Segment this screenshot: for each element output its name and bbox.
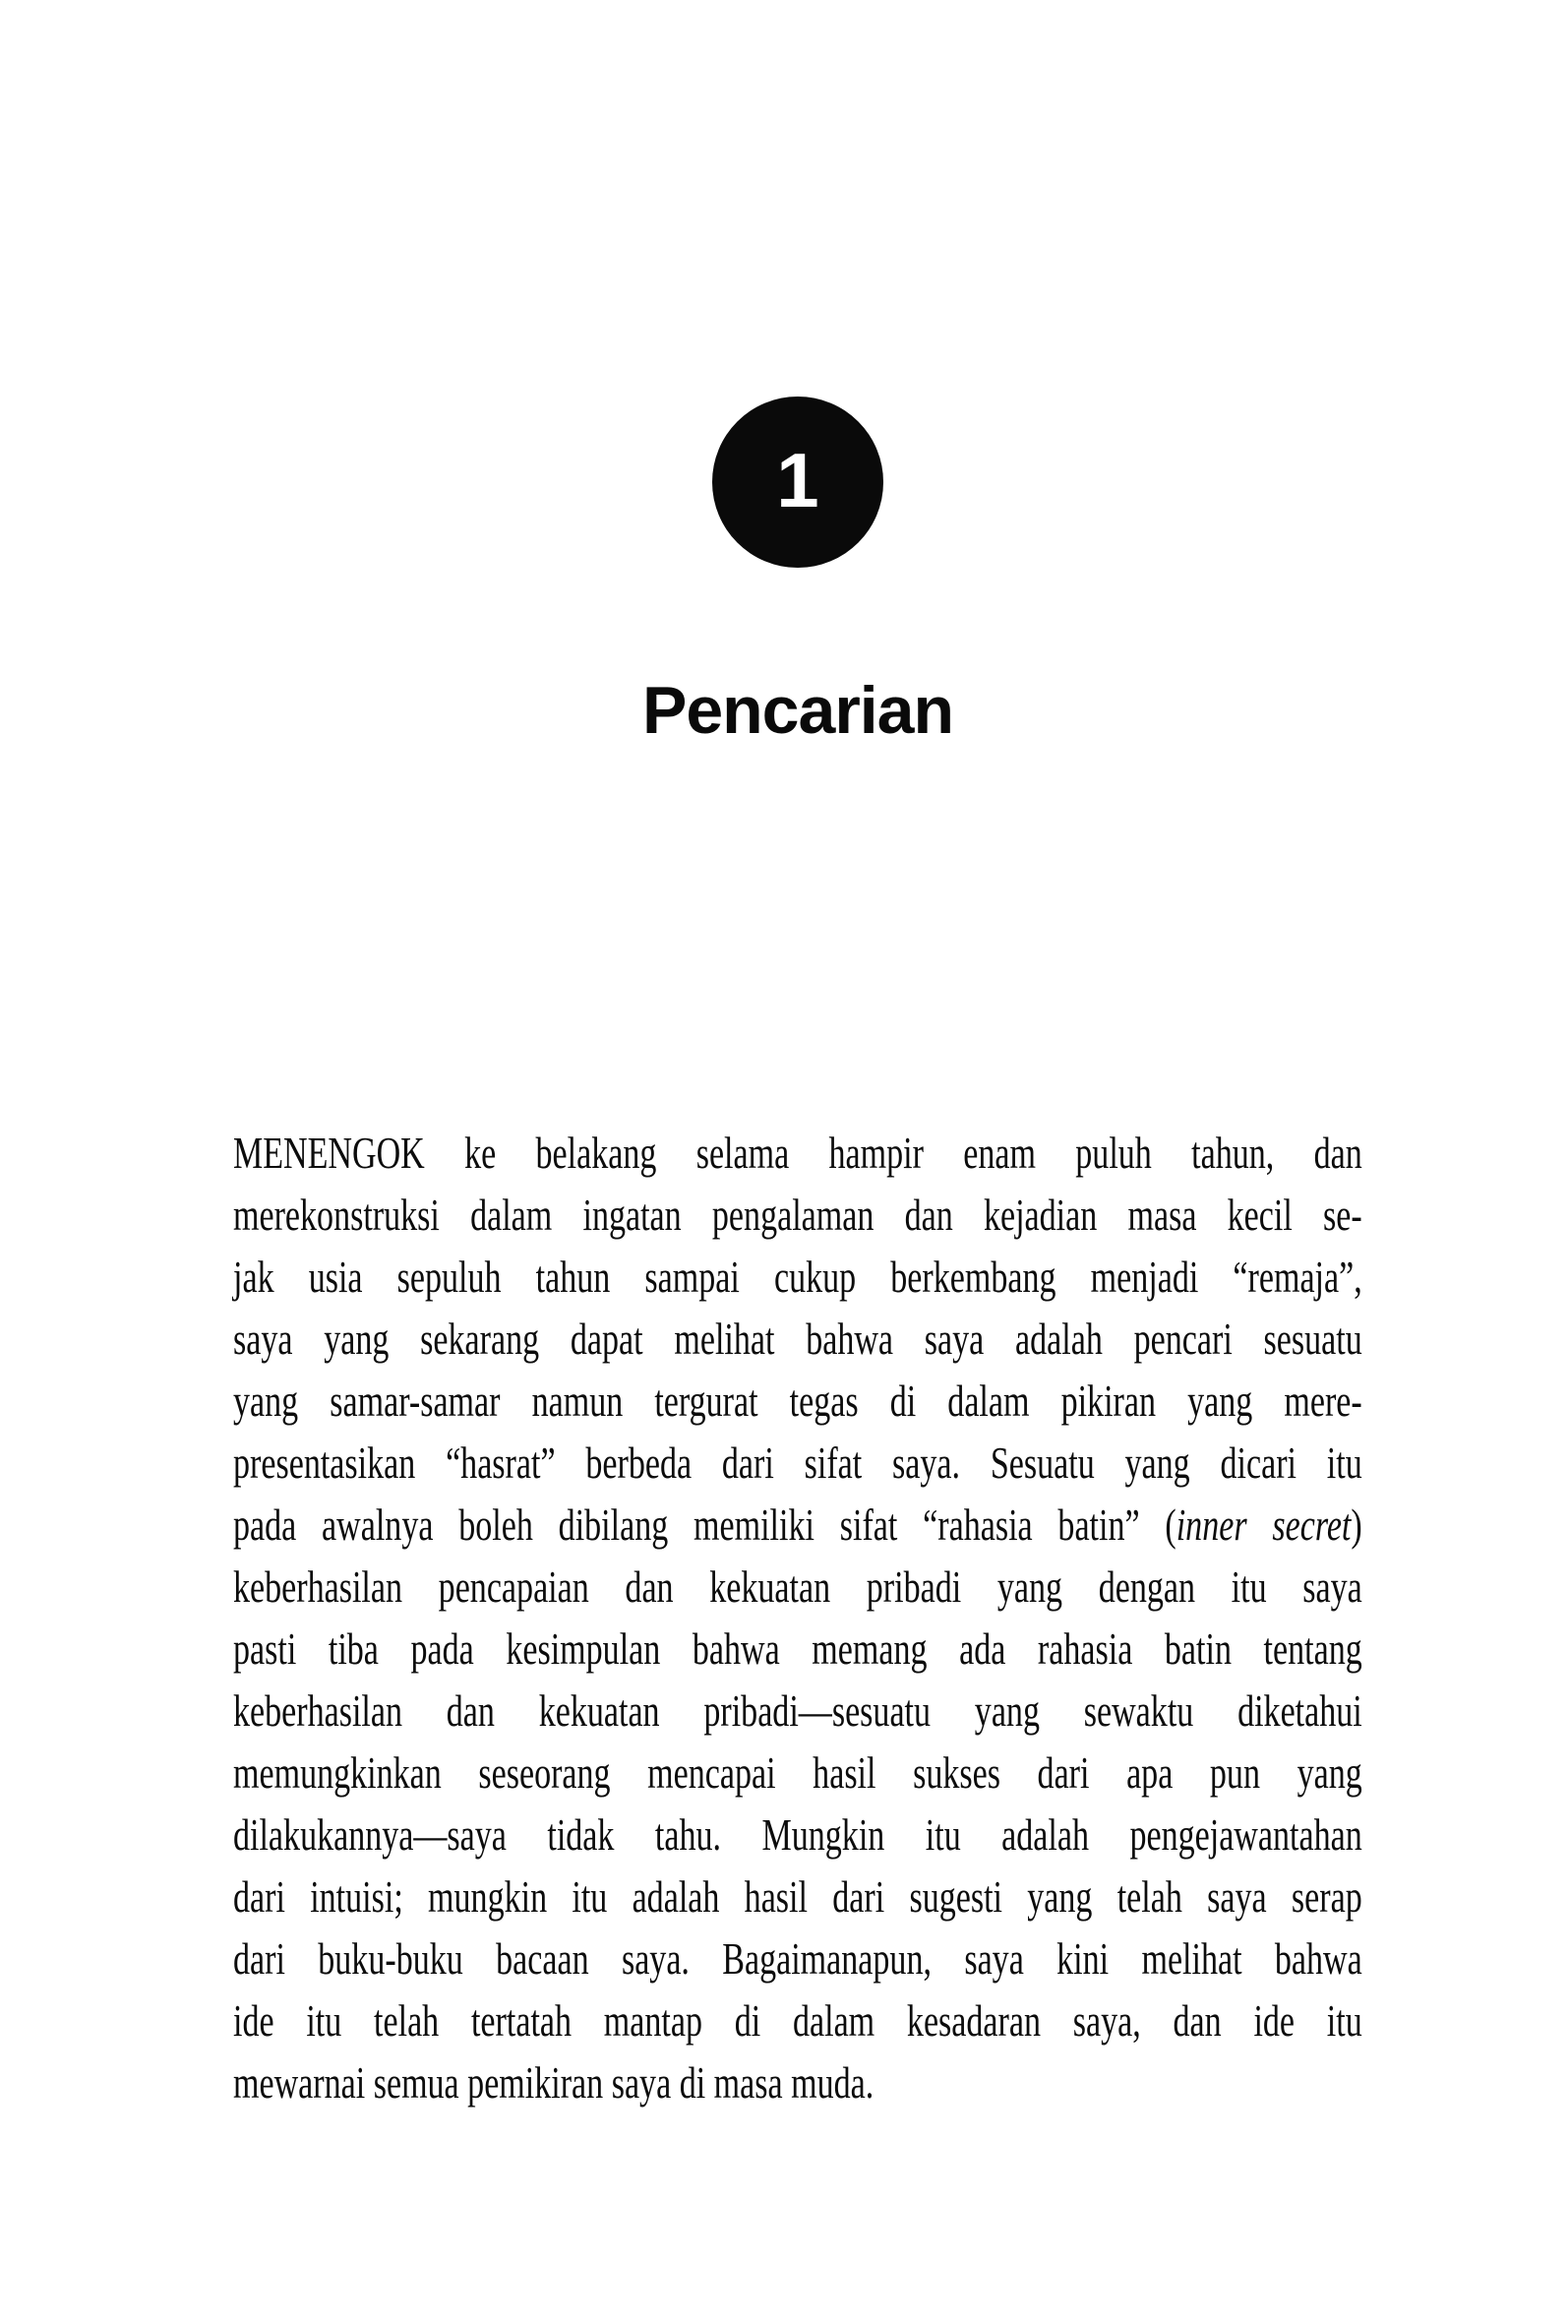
paragraph-line: dari intuisi; mungkin itu adalah hasil dari sugesti yang telah saya serap (233, 1871, 1362, 1922)
paragraph-line: ide itu telah tertatah mantap di dalam kesadaran saya, dan ide itu (233, 1995, 1362, 2046)
paragraph-line (233, 1494, 1362, 1556)
paragraph-line: pasti tiba pada kesimpulan bahwa memang ada rahasia batin tentang (233, 1623, 1362, 1674)
paragraph-line: keberhasilan pencapaian dan kekuatan pribadi yang dengan itu saya (233, 1561, 1362, 1612)
paragraph-line: jak usia sepuluh tahun sampai cukup berkembang menjadi “remaja”, (233, 1252, 1362, 1302)
chapter-number: 1 (776, 437, 819, 523)
paragraph-line: yang samar-samar namun tergurat tegas di dalam pikiran yang mere- (233, 1376, 1362, 1426)
paragraph-line: dari buku-buku bacaan saya. Bagaimanapun, saya kini melihat bahwa (233, 1933, 1362, 1984)
italic-term: inner secret (1176, 1499, 1352, 1550)
chapter-title: Pencarian (641, 673, 954, 748)
chapter-number-badge (712, 397, 883, 568)
paragraph-line: saya yang sekarang dapat melihat bahwa saya adalah pencari sesuatu (233, 1314, 1362, 1364)
paragraph-line: MENENGOK ke belakang selama hampir enam puluh tahun, dan (233, 1128, 1362, 1178)
chapter-body (233, 1122, 1362, 2113)
paragraph-line: dilakukannya—saya tidak tahu. Mungkin itu adalah pengejawantahan (233, 1809, 1362, 1860)
line-text: ) (1351, 1499, 1362, 1550)
paragraph-line: merekonstruksi dalam ingatan pengalaman dan kejadian masa kecil se- (233, 1190, 1362, 1240)
line-text: pada awalnya boleh dibilang memiliki sifat “rahasia batin” ( (233, 1499, 1176, 1550)
paragraph-line: mewarnai semua pemikiran saya di masa muda. (233, 2057, 874, 2108)
paragraph-line: presentasikan “hasrat” berbeda dari sifat saya. Sesuatu yang dicari itu (233, 1437, 1362, 1488)
paragraph-line: keberhasilan dan kekuatan pribadi—sesuatu yang sewaktu diketahui (233, 1685, 1362, 1736)
paragraph-line: memungkinkan seseorang mencapai hasil sukses dari apa pun yang (233, 1747, 1362, 1798)
